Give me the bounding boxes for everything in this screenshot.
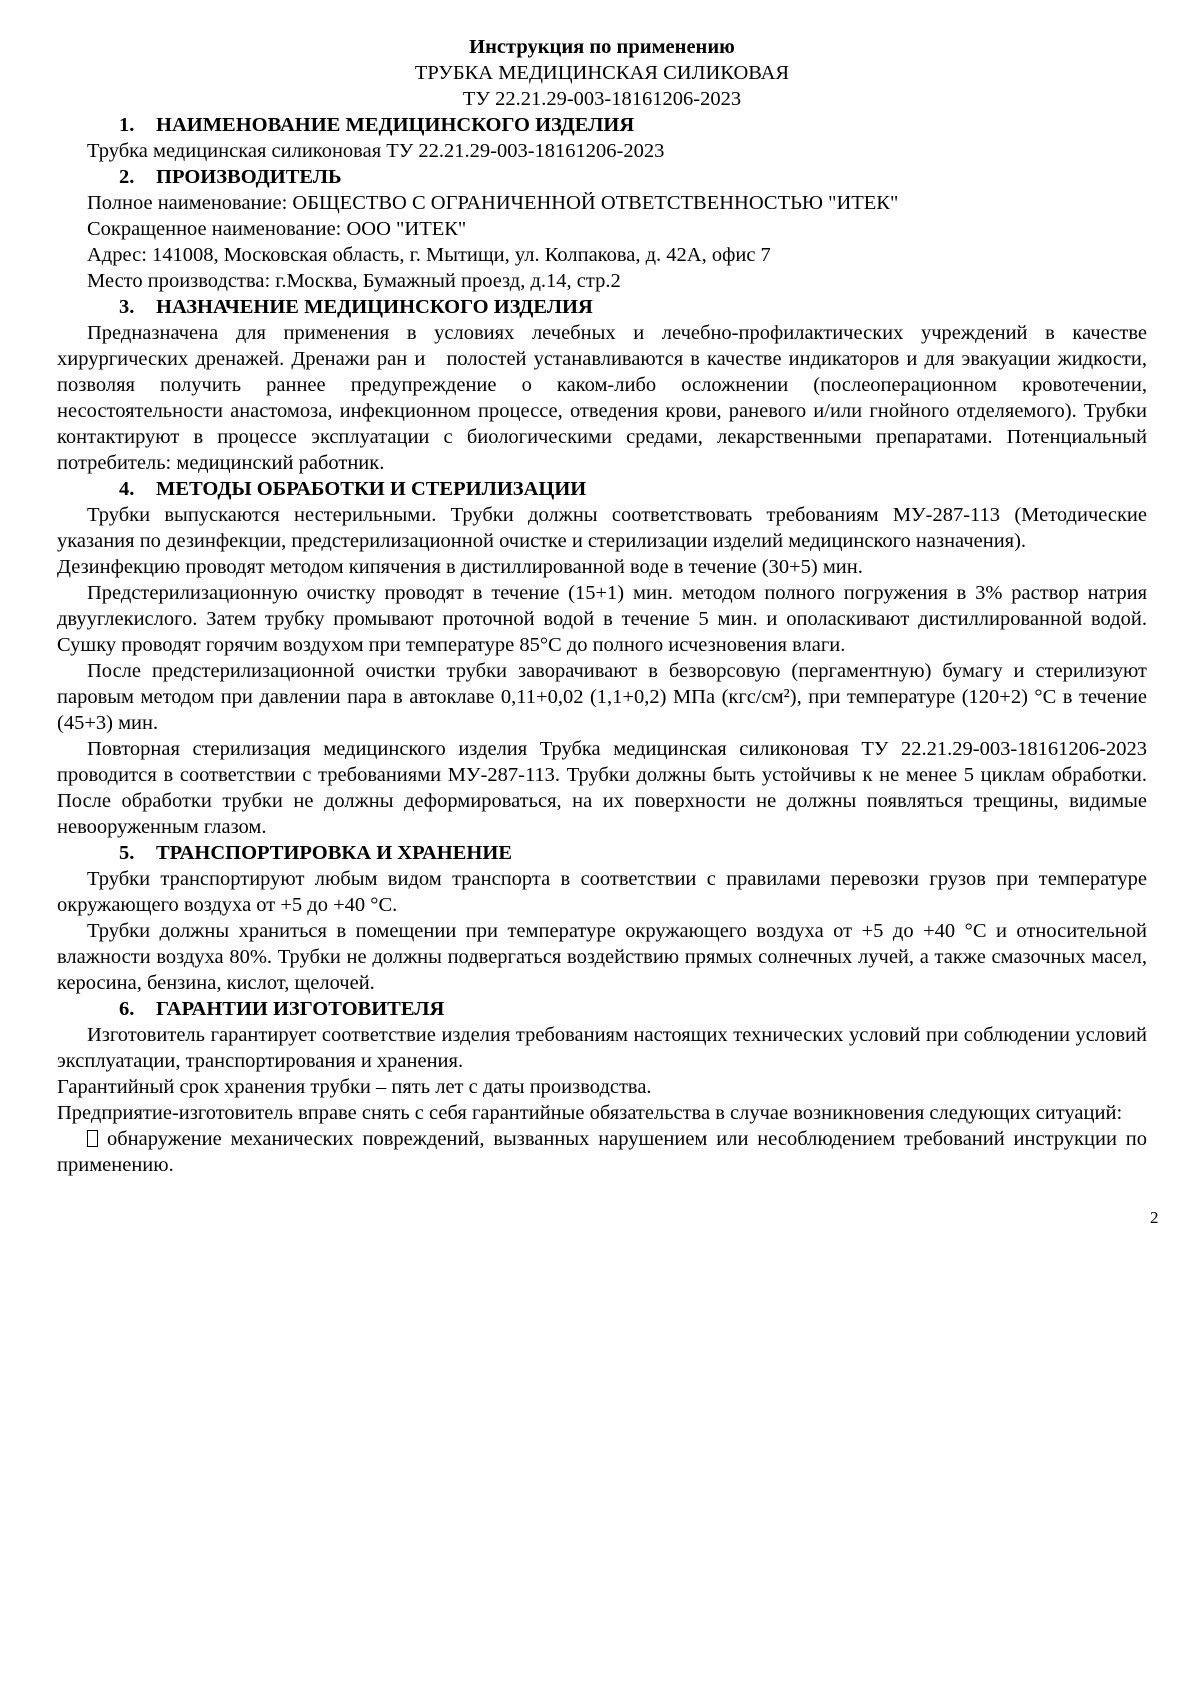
paragraph-presterilization: Предстерилизационную очистку проводят в течение (15+1) мин. методом полного погружения в 3% раствор натрия двууглекислого. Затем трубку промывают проточной водой в течение 5 мин. и ополаскивают дистиллированной водой. Сушку проводят горячим воздухом при температуре 85°С до полного исчезновения влаги. — [57, 582, 1147, 656]
checkbox-glyph — [87, 1130, 98, 1147]
section-heading-3 — [57, 294, 1147, 320]
paragraph-warranty-term: Гарантийный срок хранения трубки – пять лет с даты производства. — [57, 1076, 652, 1098]
paragraph-disinfection: Дезинфекцию проводят методом кипячения в дистиллированной воде в течение (30+5) мин. — [57, 556, 863, 578]
section-number: 5. — [119, 842, 135, 864]
paragraph-transport: Трубки транспортируют любым видом транспорта в соответствии с правилами перевозки грузов при температуре окружающего воздуха от +5 до +40 °С. — [57, 868, 1147, 916]
bullet-text: обнаружение механических повреждений, вызванных нарушением или несоблюдением требований инструкции по применению. — [57, 1128, 1147, 1176]
document-content — [57, 34, 1147, 1178]
section-heading-4 — [57, 476, 1147, 502]
paragraph-steam-sterilization: После предстерилизационной очистки трубки заворачивают в безворсовую (пергаментную) бумагу и стерилизуют паровым методом при давлении пара в автоклаве 0,11+0,02 (1,1+0,2) МПа (кгс/см²), при температуре (120+2) °С в течение (45+3) мин. — [57, 660, 1147, 734]
section-heading-5 — [57, 840, 1147, 866]
paragraph-warranty: Изготовитель гарантирует соответствие изделия требованиям настоящих технических условий при соблюдении условий эксплуатации, транспортирования и хранения. — [57, 1024, 1147, 1072]
paragraph-production-place: Место производства: г.Москва, Бумажный проезд, д.14, стр.2 — [87, 270, 621, 292]
paragraph-purpose: Предназначена для применения в условиях лечебных и лечебно-профилактических учреждений в качестве хирургических дренажей. Дренажи ран и полостей устанавливаются в качестве индикаторов и для эвакуации жидкости, позволяя получить раннее предупреждение о каком-либо осложнении (послеоперационном кровотечении, несостоятельности анастомоза, инфекционном процессе, отведения крови, раневого и/или гнойного отделяемого). Трубки контактируют в процессе эксплуатации с биологическими средами, лекарственными препаратами. Потенциальный потребитель: медицинский работник. — [57, 322, 1147, 474]
section-title: ТРАНСПОРТИРОВКА И ХРАНЕНИЕ — [156, 842, 512, 864]
paragraph-short-name: Сокращенное наименование: ООО "ИТЕК" — [87, 218, 467, 240]
paragraph-resterilization: Повторная стерилизация медицинского изделия Трубка медицинская силиконовая ТУ 22.21.29-003-18161206-2023 проводится в соответствии с требованиями МУ-287-113. Трубки должны быть устойчивы к не менее 5 циклам обработки. После обработки трубки не должны деформироваться, на их поверхности не должны появляться трещины, видимые невооруженным глазом. — [57, 738, 1147, 838]
section-heading-1 — [57, 112, 1147, 138]
section-title: ГАРАНТИИ ИЗГОТОВИТЕЛЯ — [156, 998, 445, 1020]
tu-number: ТУ 22.21.29-003-18161206-2023 — [462, 88, 742, 110]
section-title: НАИМЕНОВАНИЕ МЕДИЦИНСКОГО ИЗДЕЛИЯ — [156, 114, 635, 136]
paragraph-storage: Трубки должны храниться в помещении при температуре окружающего воздуха от +5 до +40 °С и относительной влажности воздуха 80%. Трубки не должны подвергаться воздействию прямых солнечных лучей, а также смазочных масел, керосина, бензина, кислот, щелочей. — [57, 920, 1147, 994]
section-number: 2. — [119, 166, 135, 188]
section-title: НАЗНАЧЕНИЕ МЕДИЦИНСКОГО ИЗДЕЛИЯ — [156, 296, 593, 318]
product-name: ТРУБКА МЕДИЦИНСКАЯ СИЛИКОВАЯ — [414, 62, 790, 84]
document-title: Инструкция по применению — [469, 36, 735, 58]
paragraph-address: Адрес: 141008, Московская область, г. Мытищи, ул. Колпакова, д. 42А, офис 7 — [87, 244, 771, 266]
section-title: ПРОИЗВОДИТЕЛЬ — [156, 166, 342, 188]
paragraph-warranty-withdrawal: Предприятие-изготовитель вправе снять с себя гарантийные обязательства в случае возникновения следующих ситуаций: — [57, 1102, 1123, 1124]
paragraph-full-name: Полное наименование: ОБЩЕСТВО С ОГРАНИЧЕННОЙ ОТВЕТСТВЕННОСТЬЮ "ИТЕК" — [87, 192, 899, 214]
warranty-bullet-item — [57, 1126, 1147, 1178]
section-heading-2 — [57, 164, 1147, 190]
section-number: 3. — [119, 296, 135, 318]
page-number: 2 — [1150, 1208, 1159, 1227]
paragraph-sterility: Трубки выпускаются нестерильными. Трубки должны соответствовать требованиям МУ-287-113 (Методические указания по дезинфекции, предстерилизационной очистке и стерилизации изделий медицинского назначения). — [57, 504, 1147, 552]
section-number: 4. — [119, 478, 135, 500]
paragraph: Трубка медицинская силиконовая ТУ 22.21.29-003-18161206-2023 — [87, 140, 665, 162]
section-heading-6 — [57, 996, 1147, 1022]
section-number: 1. — [119, 114, 135, 136]
section-number: 6. — [119, 998, 135, 1020]
section-title: МЕТОДЫ ОБРАБОТКИ И СТЕРИЛИЗАЦИИ — [156, 478, 587, 500]
